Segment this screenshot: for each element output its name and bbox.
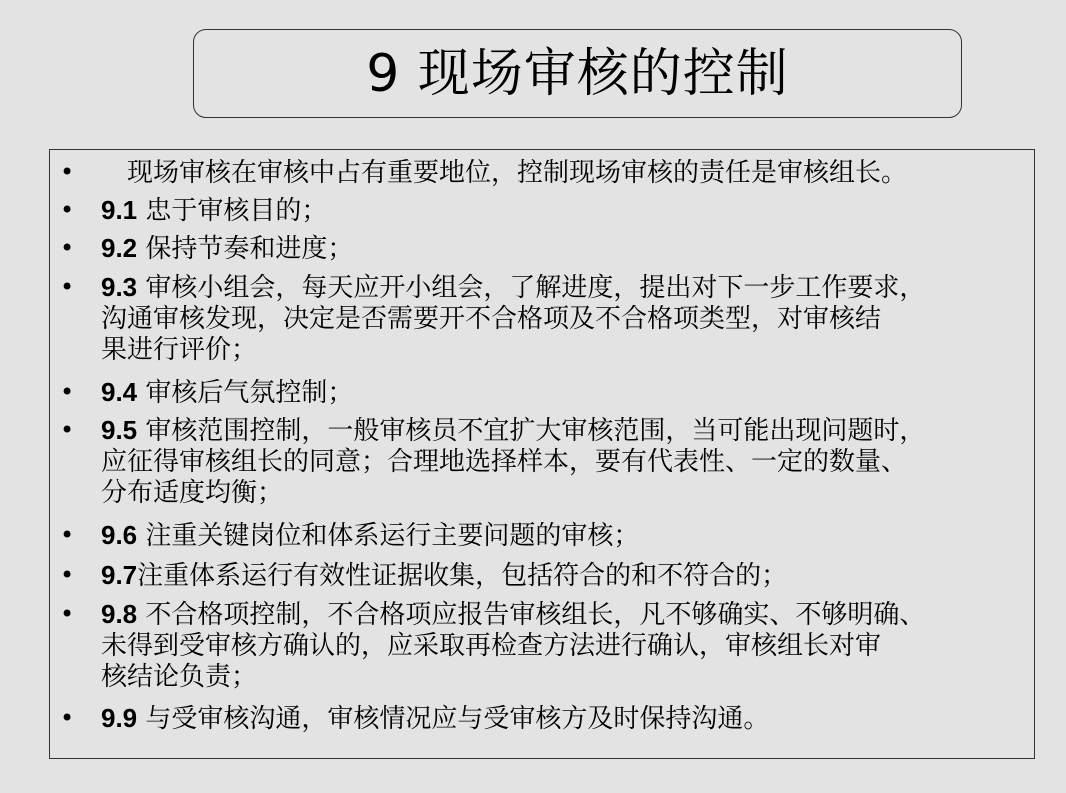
bullet-dot: •: [60, 561, 75, 589]
bullet-dot: •: [60, 416, 75, 444]
item-text: 注重关键岗位和体系运行主要问题的审核；: [137, 521, 640, 551]
bullet-text: [101, 195, 1036, 227]
bullet-dot: •: [60, 273, 75, 301]
item-text: 保持节奏和进度；: [137, 234, 354, 264]
item-text: 审核小组会，每天应开小组会，了解进度，提出对下一步工作要求， 沟通审核发现，决定是否需要开不合格项及不合格项类型，对审核结 果进行评价；: [101, 273, 926, 365]
bullet-dot: •: [60, 196, 75, 224]
bullet-dot: •: [60, 378, 75, 406]
item-number: 9.6: [101, 520, 138, 550]
bullet-text: [101, 157, 1036, 189]
bullet-dot: •: [60, 704, 75, 732]
bullet-dot: •: [60, 600, 75, 628]
item-text: 审核范围控制，一般审核员不宜扩大审核范围，当可能出现问题时， 应征得审核组长的同意；合理地选择样本，要有代表性、一定的数量、 分布适度均衡；: [101, 416, 926, 508]
bullet-dot: •: [60, 521, 75, 549]
item-number: 9.7: [101, 560, 138, 590]
bullet-text: [101, 377, 1036, 409]
item-number: 9.1: [101, 195, 138, 225]
bullet-text: [101, 233, 1036, 265]
bullet-text: [101, 599, 1036, 693]
item-number: 9.4: [101, 377, 138, 407]
bullet-dot: •: [60, 158, 75, 186]
item-text: 注重体系运行有效性证据收集，包括符合的和不符合的；: [137, 561, 788, 591]
bullet-dot: •: [60, 234, 75, 262]
item-number: 9.3: [101, 272, 138, 302]
item-text: 与受审核沟通，审核情况应与受审核方及时保持沟通。: [137, 704, 770, 734]
bullet-text: [101, 272, 1036, 366]
bullet-text: [101, 415, 1036, 509]
content-box: [49, 149, 1035, 759]
bullet-text: [101, 520, 1036, 552]
item-number: 9.8: [101, 599, 138, 629]
item-text: 审核后气氛控制；: [137, 378, 354, 408]
bullet-text: [101, 560, 1036, 592]
item-number: 9.9: [101, 703, 138, 733]
item-text: 忠于审核目的；: [137, 196, 328, 226]
item-number: 9.5: [101, 415, 138, 445]
slide-title: 9 现场审核的控制: [366, 43, 789, 104]
title-box: [193, 29, 962, 118]
bullet-text: [101, 703, 1036, 735]
item-text: 现场审核在审核中占有重要地位，控制现场审核的责任是审核组长。: [101, 158, 908, 188]
item-number: 9.2: [101, 233, 138, 263]
item-text: 不合格项控制，不合格项应报告审核组长，凡不够确实、不够明确、 未得到受审核方确认的，应采取再检查方法进行确认，审核组长对审 核结论负责；: [101, 600, 926, 692]
